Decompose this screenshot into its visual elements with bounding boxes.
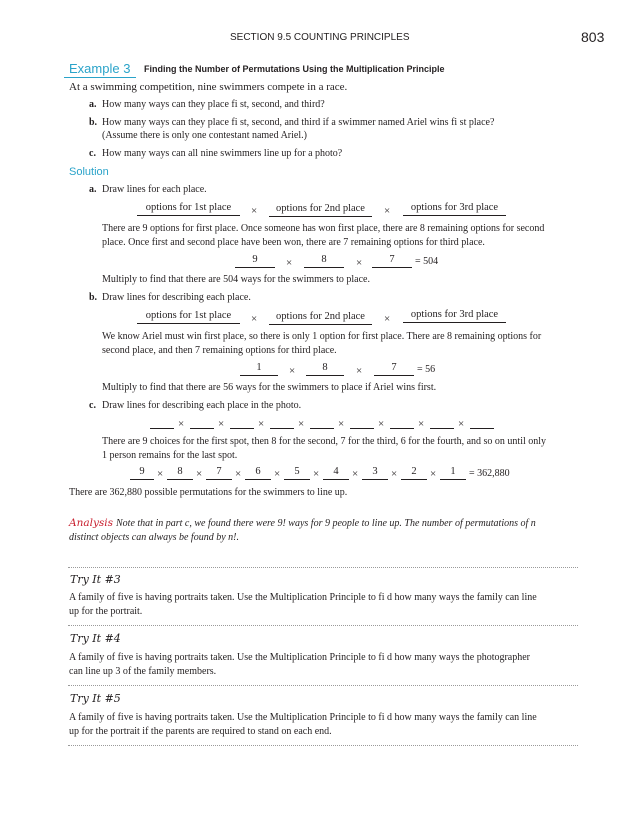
value-third-place: 7 xyxy=(374,361,414,376)
part-c-intro: Draw lines for describing each place in the photo. xyxy=(102,400,302,411)
times-sign: × xyxy=(235,468,242,480)
part-a-conclusion: Multiply to find that there are 504 ways for the swimmers to place. xyxy=(102,274,370,285)
part-a-explain: place. Once first and second place have been won, there are 7 remaining options for third place. xyxy=(102,237,485,248)
slot-third-place: options for 3rd place xyxy=(403,308,506,323)
value-first-place: 1 xyxy=(240,361,278,376)
times-sign: × xyxy=(352,468,359,480)
try-it-text: A family of five is having portraits taken. Use the Multiplication Principle to fi d how many ways the photographer xyxy=(69,652,531,663)
part-a-intro: Draw lines for each place. xyxy=(102,184,207,195)
section-title: COUNTING PRINCIPLES xyxy=(293,32,410,43)
example-underline xyxy=(64,77,136,78)
factor-value: 8 xyxy=(167,465,193,480)
example-title: Finding the Number of Permutations Using the Multiplication Principle xyxy=(144,64,445,74)
value-third-place: 7 xyxy=(372,253,412,268)
part-a-marker: a. xyxy=(89,184,97,195)
example-intro: At a swimming competition, nine swimmers compete in a race. xyxy=(69,81,348,93)
times-sign: × xyxy=(218,418,225,430)
question-a: How many ways can they place fi st, second, and third? xyxy=(102,99,325,110)
part-a-result: = 504 xyxy=(415,256,439,267)
try-it-label: Try It #4 xyxy=(70,632,121,645)
factor-value: 4 xyxy=(323,465,349,480)
question-a-marker: a. xyxy=(89,99,97,110)
blank-line xyxy=(230,427,254,429)
divider xyxy=(68,685,578,686)
factor-value: 3 xyxy=(362,465,388,480)
solution-summary: There are 362,880 possible permutations for the swimmers to line up. xyxy=(69,487,348,498)
slot-second-place: options for 2nd place xyxy=(269,202,372,217)
blank-line xyxy=(310,427,334,429)
question-c-marker: c. xyxy=(89,148,96,159)
times-sign: × xyxy=(356,257,363,269)
blank-line xyxy=(390,427,414,429)
part-b-result: = 56 xyxy=(417,364,436,375)
divider xyxy=(68,625,578,626)
blank-line xyxy=(150,427,174,429)
times-sign: × xyxy=(196,468,203,480)
factor-value: 9 xyxy=(130,465,154,480)
blank-line xyxy=(350,427,374,429)
blank-line xyxy=(470,427,494,429)
factor-value: 6 xyxy=(245,465,271,480)
slot-first-place: options for 1st place xyxy=(137,201,240,216)
times-sign: × xyxy=(251,205,258,217)
factor-value: 2 xyxy=(401,465,427,480)
section-label: SECTION 9.5 xyxy=(230,32,292,43)
times-sign: × xyxy=(378,418,385,430)
slot-third-place: options for 3rd place xyxy=(403,201,506,216)
try-it-label: Try It #3 xyxy=(70,573,121,586)
analysis-label: Analysis xyxy=(69,517,114,529)
divider xyxy=(68,567,578,568)
times-sign: × xyxy=(418,418,425,430)
times-sign: × xyxy=(251,313,258,325)
times-sign: × xyxy=(338,418,345,430)
part-a-explain: There are 9 options for first place. Once someone has won first place, there are 8 remaining options for second xyxy=(102,223,545,234)
try-it-text: up for the portrait. xyxy=(69,606,143,617)
times-sign: × xyxy=(286,257,293,269)
blank-line xyxy=(430,427,454,429)
part-b-marker: b. xyxy=(89,292,98,303)
analysis-text: Note that in part c, we found there were 9! ways for 9 people to line up. The number of permutations of n xyxy=(116,518,536,529)
part-c-result: = 362,880 xyxy=(469,468,510,479)
times-sign: × xyxy=(384,205,391,217)
try-it-text: can line up 3 of the family members. xyxy=(69,666,217,677)
part-c-explain: 1 person remains for the last spot. xyxy=(102,450,238,461)
value-first-place: 9 xyxy=(235,253,275,268)
example-label: Example 3 xyxy=(69,61,131,76)
times-sign: × xyxy=(391,468,398,480)
times-sign: × xyxy=(298,418,305,430)
part-b-explain: We know Ariel must win first place, so there is only 1 option for first place. There are 8 remaining options for xyxy=(102,331,542,342)
try-it-text: up for the portrait if the parents are required to stand on each end. xyxy=(69,726,332,737)
try-it-text: A family of five is having portraits taken. Use the Multiplication Principle to fi d how many ways the family can line xyxy=(69,592,537,603)
slot-first-place: options for 1st place xyxy=(137,309,240,324)
blank-line xyxy=(190,427,214,429)
times-sign: × xyxy=(274,468,281,480)
question-b-marker: b. xyxy=(89,117,98,128)
question-c: How many ways can all nine swimmers line up for a photo? xyxy=(102,148,343,159)
try-it-label: Try It #5 xyxy=(70,692,121,705)
divider xyxy=(68,745,578,746)
running-header xyxy=(230,32,410,43)
times-sign: × xyxy=(157,468,164,480)
times-sign: × xyxy=(458,418,465,430)
try-it-text: A family of five is having portraits taken. Use the Multiplication Principle to fi d how many ways the family can line xyxy=(69,712,537,723)
times-sign: × xyxy=(384,313,391,325)
slot-second-place: options for 2nd place xyxy=(269,310,372,325)
times-sign: × xyxy=(178,418,185,430)
value-second-place: 8 xyxy=(304,253,344,268)
page-number: 803 xyxy=(581,29,605,45)
factor-value: 1 xyxy=(440,465,466,480)
question-b-note: (Assume there is only one contestant named Ariel.) xyxy=(102,130,307,141)
solution-heading: Solution xyxy=(69,166,109,178)
blank-line xyxy=(270,427,294,429)
times-sign: × xyxy=(313,468,320,480)
factor-value: 5 xyxy=(284,465,310,480)
part-c-marker: c. xyxy=(89,400,96,411)
question-b: How many ways can they place fi st, second, and third if a swimmer named Ariel wins fi st place? xyxy=(102,117,495,128)
times-sign: × xyxy=(258,418,265,430)
times-sign: × xyxy=(356,365,363,377)
value-second-place: 8 xyxy=(306,361,344,376)
part-b-explain: second place, and then 7 remaining options for third place. xyxy=(102,345,337,356)
part-c-explain: There are 9 choices for the first spot, then 8 for the second, 7 for the third, 6 for the fourth, and so on until only xyxy=(102,436,547,447)
part-b-intro: Draw lines for describing each place. xyxy=(102,292,251,303)
times-sign: × xyxy=(430,468,437,480)
times-sign: × xyxy=(289,365,296,377)
part-b-conclusion: Multiply to find that there are 56 ways for the swimmers to place if Ariel wins first. xyxy=(102,382,437,393)
factor-value: 7 xyxy=(206,465,232,480)
analysis-text: distinct objects can always be found by n!. xyxy=(69,532,239,543)
